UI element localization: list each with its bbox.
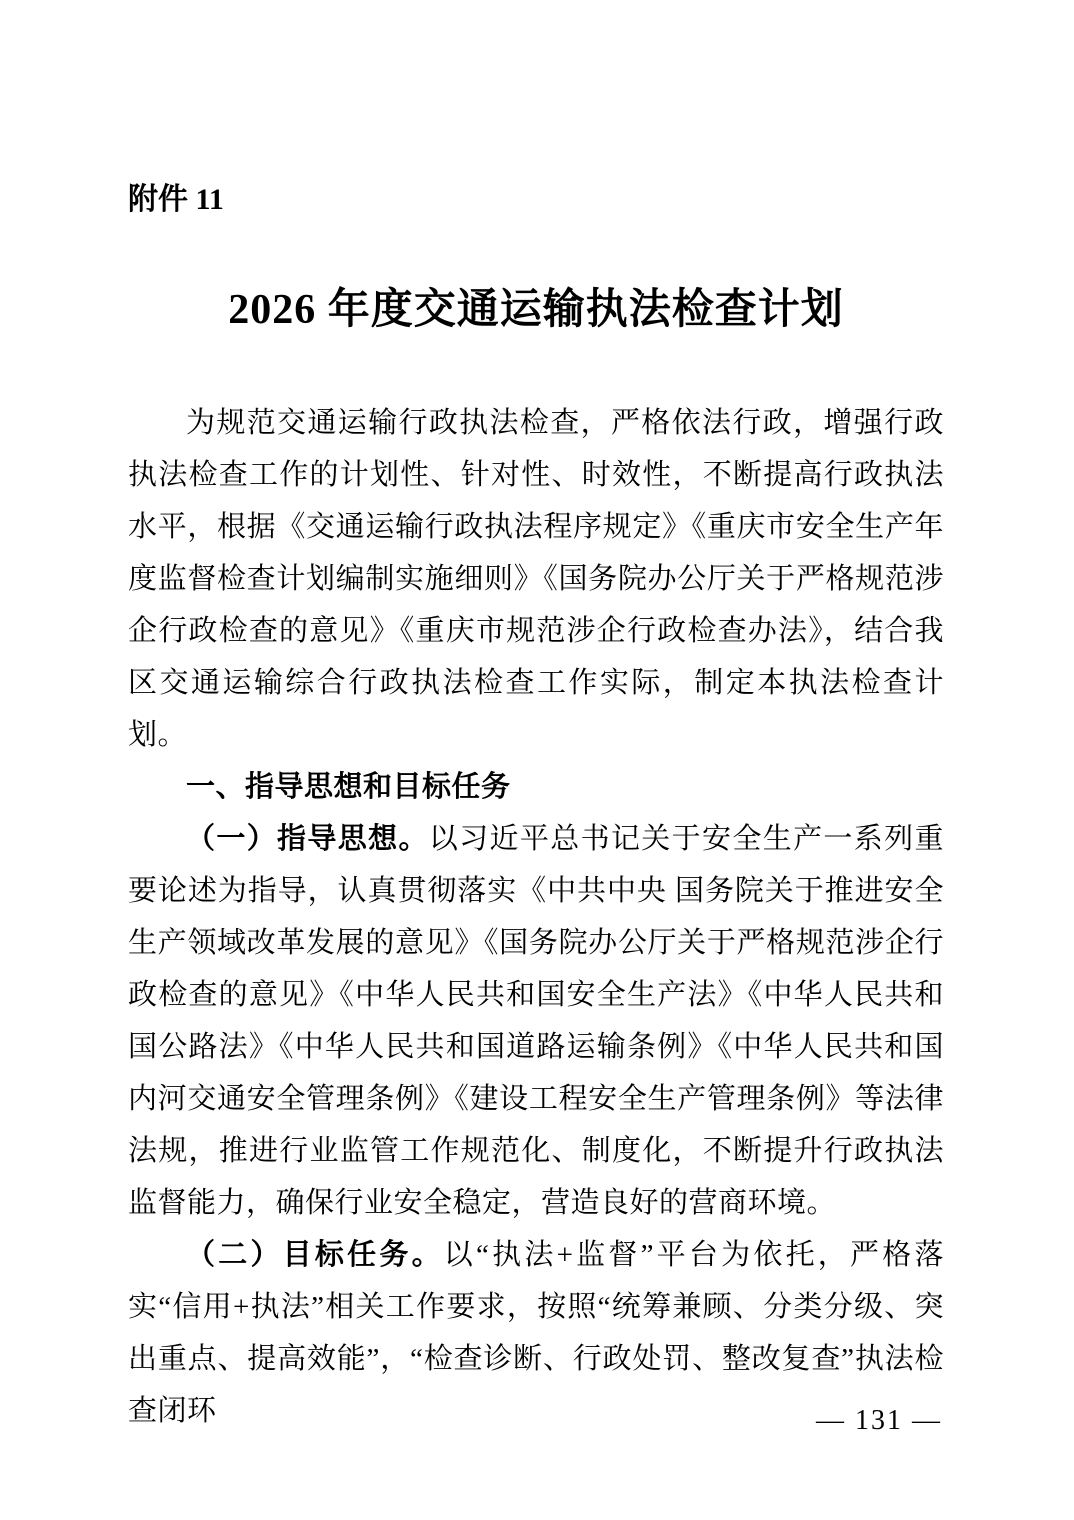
page-number: — 131 — — [816, 1405, 942, 1436]
item2-body: 以“执法+监督”平台为依托，严格落实“信用+执法”相关工作要求，按照“统筹兼顾、分类分级、突出重点、提高效能”，“检查诊断、行政处罚、整改复查”执法检查闭环 — [128, 1239, 944, 1427]
paragraph-item-1 — [128, 813, 944, 1229]
document-body — [128, 397, 944, 1437]
document-title: 2026 年度交通运输执法检查计划 — [228, 287, 844, 333]
attachment-label: 附件 11 — [128, 183, 224, 216]
item1-lead: （一）指导思想。 — [186, 823, 429, 855]
intro-paragraph: 为规范交通运输行政执法检查，严格依法行政，增强行政执法检查工作的计划性、针对性、时效性，不断提高行政执法水平，根据《交通运输行政执法程序规定》《重庆市安全生产年度监督检查计划编制实施细则》《国务院办公厅关于严格规范涉企行政检查的意见》《重庆市规范涉企行政检查办法》，结合我区交通运输综合行政执法检查工作实际，制定本执法检查计划。 — [128, 407, 944, 751]
section-heading-1: 一、指导思想和目标任务 — [186, 771, 511, 803]
item2-lead: （二）目标任务。 — [186, 1239, 444, 1271]
item1-body: 以习近平总书记关于安全生产一系列重要论述为指导，认真贯彻落实《中共中央 国务院关于推进安全生产领域改革发展的意见》《国务院办公厅关于严格规范涉企行政检查的意见》《中华人民共和国安全生产法》《中华人民共和国公路法》《中华人民共和国道路运输条例》《中华人民共和国内河交通安全管理条例》《建设工程安全生产管理条例》等法律法规，推进行业监管工作规范化、制度化，不断提升行政执法监督能力，确保行业安全稳定，营造良好的营商环境。 — [128, 823, 944, 1219]
